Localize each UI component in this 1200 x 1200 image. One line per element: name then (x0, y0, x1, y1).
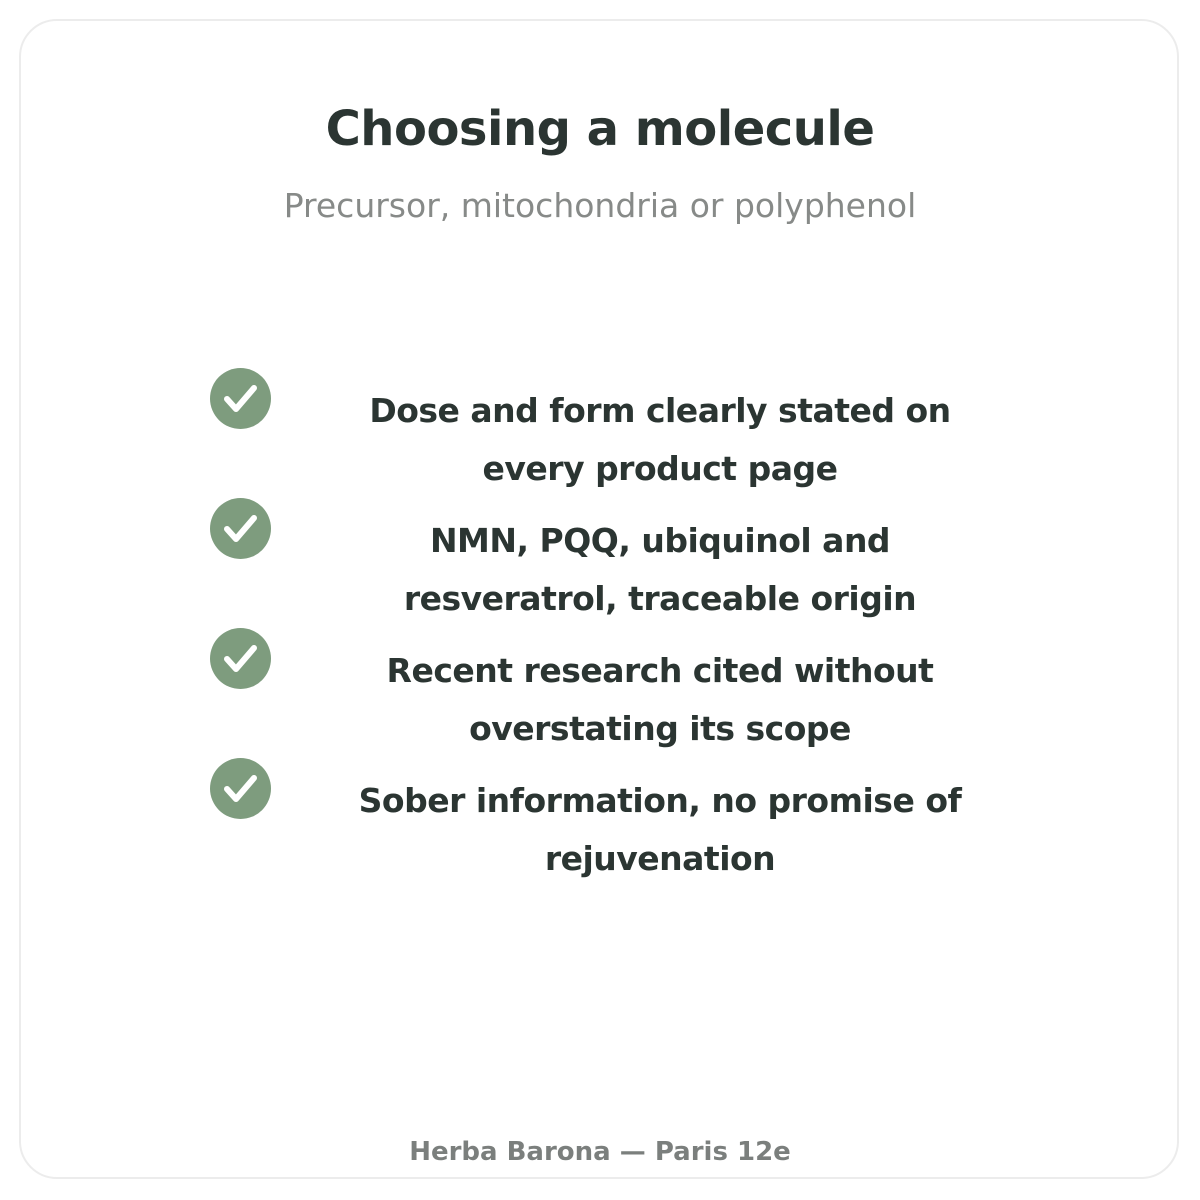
footer-brand: Herba Barona — Paris 12e (409, 1137, 791, 1167)
checklist-item-label: Dose and form clearly stated on every product page (369, 391, 951, 488)
checklist-item-label: NMN, PQQ, ubiquinol and resveratrol, traceable origin (403, 521, 917, 618)
checklist-item-label: Recent research cited without overstating its scope (386, 651, 934, 748)
checklist-item-label: Sober information, no promise of rejuvenation (358, 781, 962, 878)
page-subtitle: Precursor, mitochondria or polyphenol (283, 186, 917, 225)
page-title: Choosing a molecule (325, 101, 875, 157)
